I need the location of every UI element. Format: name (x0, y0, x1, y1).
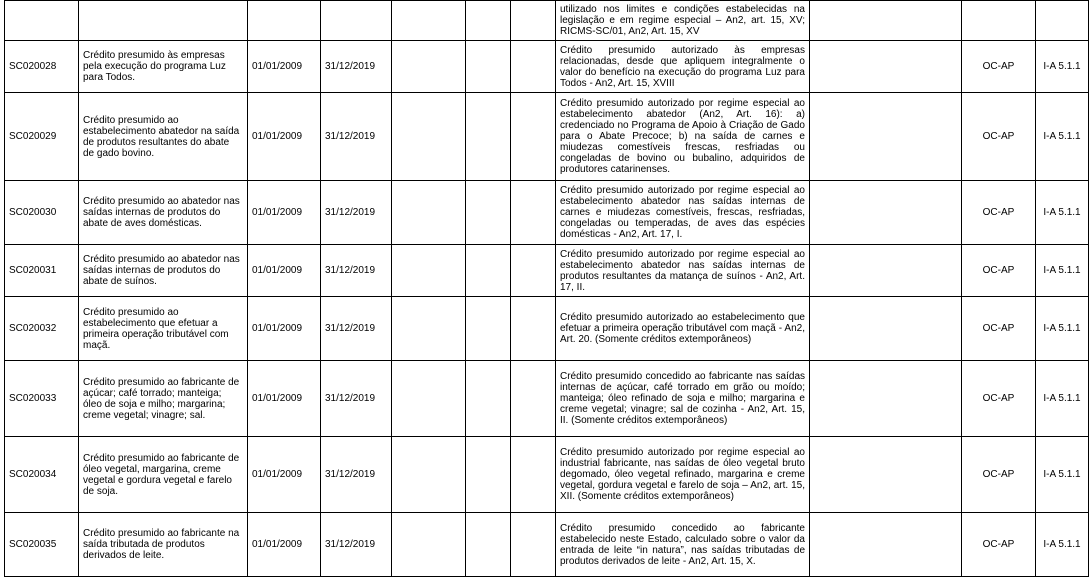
benefit-description (79, 361, 248, 437)
benefit-type (962, 1, 1036, 41)
empty-cell (810, 93, 962, 181)
empty-cell (511, 1, 556, 41)
legal-basis-text: utilizado nos limites e condições estabelecidas na legislação e em regime especial – An2, art. 15, XV; RICMS-SC/01, An2, Art. 15, XV (560, 4, 805, 37)
empty-cell (511, 181, 556, 245)
benefit-description (79, 181, 248, 245)
reference-code (1036, 513, 1089, 577)
benefit-code-text: SC020035 (9, 539, 57, 550)
legal-basis-text: Crédito presumido autorizado por regime especial ao estabelecimento abatedor nas saídas internas de produtos resultantes da matança de suínos - An2, Art. 17, II. (560, 248, 805, 293)
benefit-type-text: OC-AP (982, 539, 1015, 550)
benefit-code (5, 361, 79, 437)
start-date (248, 41, 321, 93)
benefit-code (5, 41, 79, 93)
legal-basis (556, 361, 810, 437)
empty-cell (392, 93, 466, 181)
empty-cell (511, 297, 556, 361)
end-date (321, 245, 392, 297)
empty-cell (392, 1, 466, 41)
benefit-description-text: Crédito presumido ao fabricante de açúcar; café torrado; manteiga; óleo de soja e milho; margarina; creme vegetal; vinagre; sal. (83, 376, 240, 421)
empty-cell (810, 1, 962, 41)
benefit-description (79, 437, 248, 513)
end-date-text: 31/12/2019 (325, 265, 376, 276)
end-date-text: 31/12/2019 (325, 323, 376, 334)
empty-cell (466, 245, 511, 297)
legal-basis-text: Crédito presumido autorizado por regime especial ao industrial fabricante, nas saídas de óleo vegetal bruto degomado, óleo vegetal refinado, margarina e creme vegetal, gordura vegetal e farelo de soja – An2, art. 15, XII. (Somente créditos extemporâneos) (560, 447, 805, 502)
start-date (248, 1, 321, 41)
empty-cell (511, 361, 556, 437)
empty-cell (810, 513, 962, 577)
reference-code-text: I-A 5.1.1 (1043, 265, 1081, 276)
legal-basis-text: Crédito presumido autorizado ao estabelecimento que efetuar a primeira operação tributável com maçã - An2, Art. 20. (Somente créditos extemporâneos) (560, 312, 805, 345)
end-date-text: 31/12/2019 (325, 539, 376, 550)
empty-cell (466, 513, 511, 577)
benefit-code-text: SC020034 (9, 469, 57, 480)
table-row (5, 513, 1089, 577)
empty-cell (511, 513, 556, 577)
table-row (5, 245, 1089, 297)
empty-cell (392, 361, 466, 437)
legal-basis-text: Crédito presumido autorizado por regime especial ao estabelecimento abatedor nas saídas internas de carnes e miudezas comestíveis, frescas, resfriadas, congeladas ou temperadas, de aves das espécies domésticas - An2, Art. 17, I. (560, 185, 805, 240)
benefit-type (962, 437, 1036, 513)
empty-cell (466, 361, 511, 437)
benefit-type (962, 41, 1036, 93)
reference-code (1036, 297, 1089, 361)
empty-cell (392, 41, 466, 93)
benefit-type (962, 297, 1036, 361)
benefits-table (4, 0, 1089, 577)
empty-cell (466, 437, 511, 513)
start-date-text: 01/01/2009 (252, 539, 303, 550)
empty-cell (810, 437, 962, 513)
benefit-description (79, 41, 248, 93)
table-row (5, 297, 1089, 361)
empty-cell (466, 297, 511, 361)
benefit-type-text: OC-AP (982, 323, 1015, 334)
table-row (5, 41, 1089, 93)
start-date (248, 361, 321, 437)
start-date (248, 93, 321, 181)
legal-basis (556, 297, 810, 361)
end-date-text: 31/12/2019 (325, 393, 376, 404)
empty-cell (392, 513, 466, 577)
reference-code (1036, 437, 1089, 513)
benefit-code-text: SC020030 (9, 207, 57, 218)
benefit-code-text: SC020029 (9, 131, 57, 142)
legal-basis (556, 437, 810, 513)
reference-code-text: I-A 5.1.1 (1043, 207, 1081, 218)
start-date (248, 513, 321, 577)
reference-code-text: I-A 5.1.1 (1043, 539, 1081, 550)
empty-cell (466, 41, 511, 93)
empty-cell (392, 437, 466, 513)
reference-code-text: I-A 5.1.1 (1043, 61, 1081, 72)
benefit-code (5, 1, 79, 41)
empty-cell (511, 245, 556, 297)
end-date (321, 437, 392, 513)
reference-code (1036, 1, 1089, 41)
legal-basis-text: Crédito presumido concedido ao fabricante nas saídas internas de açúcar, café torrado em grão ou moído; manteiga; óleo refinado de soja e milho; margarina e creme vegetal; vinagre; sal de cozinha - An2, Art. 15, II. (Somente créditos extemporâneos) (560, 371, 805, 426)
legal-basis-text: Crédito presumido concedido ao fabricante estabelecido neste Estado, calculado sobre o valor da entrada de leite “in natura”, nas saídas tributadas de produtos derivados de leite - An2, Art. 15, X. (560, 522, 805, 567)
benefit-description-text: Crédito presumido ao estabelecimento que efetuar a primeira operação tributável com maçã. (83, 306, 229, 351)
legal-basis-text: Crédito presumido autorizado por regime especial ao estabelecimento abatedor (An2, Art. 16): a) credenciado no Programa de Apoio à Criação de Gado para o Abate Precoce; b) na saída de carnes e miudezas comestíveis frescas, resfriadas ou congeladas de bovino ou bubalino, adquiridos de produtores catarinenses. (560, 98, 805, 175)
benefit-code (5, 513, 79, 577)
reference-code (1036, 93, 1089, 181)
benefit-code (5, 297, 79, 361)
empty-cell (810, 297, 962, 361)
end-date (321, 181, 392, 245)
benefit-type-text: OC-AP (982, 265, 1015, 276)
empty-cell (511, 41, 556, 93)
legal-basis (556, 245, 810, 297)
end-date-text: 31/12/2019 (325, 207, 376, 218)
reference-code (1036, 361, 1089, 437)
reference-code-text: I-A 5.1.1 (1043, 469, 1081, 480)
benefit-description-text: Crédito presumido ao fabricante de óleo vegetal, margarina, creme vegetal e gordura vegetal e farelo de soja. (83, 452, 240, 497)
legal-basis (556, 93, 810, 181)
benefit-description-text: Crédito presumido ao abatedor nas saídas internas de produtos do abate de suínos. (83, 254, 240, 287)
start-date (248, 245, 321, 297)
empty-cell (392, 181, 466, 245)
start-date-text: 01/01/2009 (252, 469, 303, 480)
legal-basis-text: Crédito presumido autorizado às empresas relacionadas, desde que apliquem integralmente o valor do benefício na execução do programa Luz para Todos - An2, Art. 15, XVIII (560, 44, 805, 89)
reference-code (1036, 41, 1089, 93)
benefit-code-text: SC020033 (9, 393, 57, 404)
start-date (248, 297, 321, 361)
empty-cell (511, 93, 556, 181)
benefit-code-text: SC020032 (9, 323, 57, 334)
start-date-text: 01/01/2009 (252, 61, 303, 72)
benefit-description (79, 245, 248, 297)
end-date-text: 31/12/2019 (325, 61, 376, 72)
end-date-text: 31/12/2019 (325, 469, 376, 480)
legal-basis (556, 513, 810, 577)
reference-code (1036, 245, 1089, 297)
benefit-type-text: OC-AP (982, 61, 1015, 72)
benefit-code (5, 181, 79, 245)
reference-code-text: I-A 5.1.1 (1043, 393, 1081, 404)
benefit-type (962, 245, 1036, 297)
end-date (321, 41, 392, 93)
start-date-text: 01/01/2009 (252, 265, 303, 276)
reference-code-text: I-A 5.1.1 (1043, 323, 1081, 334)
start-date (248, 437, 321, 513)
benefit-code-text: SC020028 (9, 61, 57, 72)
table-row (5, 361, 1089, 437)
empty-cell (511, 437, 556, 513)
benefit-type-text: OC-AP (982, 393, 1015, 404)
start-date (248, 181, 321, 245)
benefit-description (79, 513, 248, 577)
benefit-code (5, 245, 79, 297)
benefit-type (962, 361, 1036, 437)
empty-cell (466, 1, 511, 41)
empty-cell (392, 297, 466, 361)
reference-code (1036, 181, 1089, 245)
legal-basis (556, 41, 810, 93)
benefit-description-text: Crédito presumido às empresas pela execução do programa Luz para Todos. (83, 50, 226, 83)
start-date-text: 01/01/2009 (252, 131, 303, 142)
end-date (321, 93, 392, 181)
empty-cell (466, 93, 511, 181)
end-date-text: 31/12/2019 (325, 131, 376, 142)
empty-cell (810, 181, 962, 245)
benefit-description-text: Crédito presumido ao abatedor nas saídas internas de produtos do abate de aves domésticas. (83, 196, 240, 229)
table-row (5, 1, 1089, 41)
benefit-description (79, 1, 248, 41)
benefit-type-text: OC-AP (982, 469, 1015, 480)
legal-basis (556, 181, 810, 245)
start-date-text: 01/01/2009 (252, 207, 303, 218)
benefit-type (962, 181, 1036, 245)
benefit-description-text: Crédito presumido ao estabelecimento abatedor na saída de produtos resultantes do abate de gado bovino. (83, 114, 240, 159)
benefit-description (79, 93, 248, 181)
benefit-description (79, 297, 248, 361)
table-row (5, 437, 1089, 513)
benefit-type (962, 513, 1036, 577)
end-date (321, 297, 392, 361)
reference-code-text: I-A 5.1.1 (1043, 131, 1081, 142)
table-row (5, 93, 1089, 181)
benefit-code-text: SC020031 (9, 265, 57, 276)
benefit-type-text: OC-AP (982, 207, 1015, 218)
end-date (321, 1, 392, 41)
start-date-text: 01/01/2009 (252, 323, 303, 334)
benefit-code (5, 437, 79, 513)
benefit-code (5, 93, 79, 181)
end-date (321, 513, 392, 577)
table-row (5, 181, 1089, 245)
legal-basis (556, 1, 810, 41)
empty-cell (810, 361, 962, 437)
empty-cell (810, 41, 962, 93)
benefit-type-text: OC-AP (982, 131, 1015, 142)
benefit-type (962, 93, 1036, 181)
end-date (321, 361, 392, 437)
start-date-text: 01/01/2009 (252, 393, 303, 404)
empty-cell (392, 245, 466, 297)
empty-cell (466, 181, 511, 245)
benefit-description-text: Crédito presumido ao fabricante na saída tributada de produtos derivados de leite. (83, 528, 240, 561)
empty-cell (810, 245, 962, 297)
